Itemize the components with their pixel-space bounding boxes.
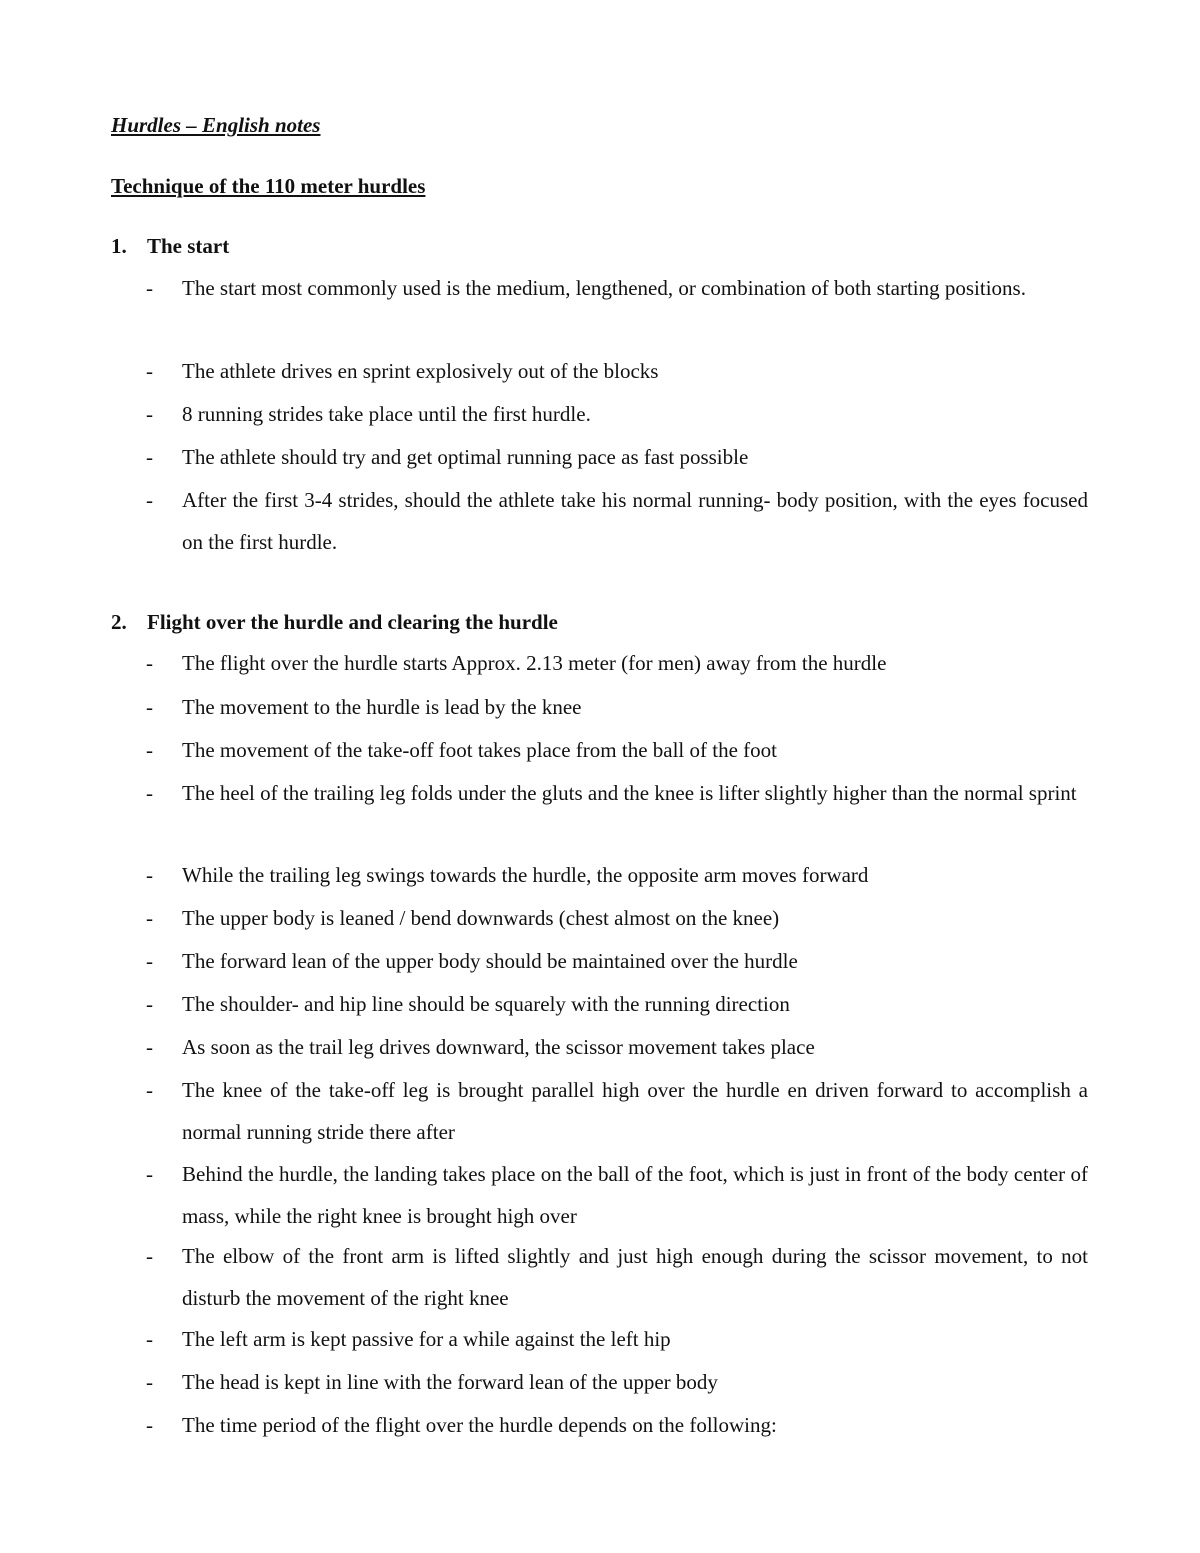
bullet-marker: -: [146, 949, 153, 973]
list-item-text: The flight over the hurdle starts Approx. 2.13 meter (for men) away from the hurdle: [182, 651, 887, 675]
section-number: 2.: [111, 610, 127, 634]
bullet-marker: -: [146, 276, 153, 300]
bullet-marker: -: [146, 1413, 153, 1437]
bullet-marker: -: [146, 781, 153, 805]
bullet-marker: -: [146, 1162, 153, 1186]
list-item: [146, 350, 1088, 392]
list-item: [146, 1318, 1088, 1360]
bullet-marker: -: [146, 1078, 153, 1102]
bullet-marker: -: [146, 651, 153, 675]
list-item: [146, 1153, 1088, 1237]
list-item-text: The heel of the trailing leg folds under the gluts and the knee is lifter slightly higher than the normal sprint: [182, 781, 1077, 805]
section-heading-text: Flight over the hurdle and clearing the hurdle: [147, 610, 558, 634]
bullet-marker: -: [146, 1244, 153, 1268]
list-item-text: The start most commonly used is the medium, lengthened, or combination of both starting positions.: [182, 276, 1026, 300]
list-item-text: 8 running strides take place until the first hurdle.: [182, 402, 591, 426]
bullet-marker: -: [146, 402, 153, 426]
section-number: 1.: [111, 234, 127, 258]
bullet-marker: -: [146, 1035, 153, 1059]
list-item-text: The elbow of the front arm is lifted slightly and just high enough during the scissor movement, to not disturb the movement of the right knee: [182, 1244, 1088, 1310]
list-item-text: The knee of the take-off leg is brought parallel high over the hurdle en driven forward to accomplish a normal running stride there after: [182, 1078, 1088, 1144]
list-item-text: The head is kept in line with the forward lean of the upper body: [182, 1370, 718, 1394]
list-item: [146, 854, 1088, 896]
list-item: [146, 983, 1088, 1025]
list-item: [146, 1235, 1088, 1319]
bullet-marker: -: [146, 445, 153, 469]
list-item-text: As soon as the trail leg drives downward, the scissor movement takes place: [182, 1035, 815, 1059]
list-item-text: The upper body is leaned / bend downwards (chest almost on the knee): [182, 906, 780, 930]
list-item-text: The forward lean of the upper body should be maintained over the hurdle: [182, 949, 798, 973]
list-item-text: While the trailing leg swings towards the hurdle, the opposite arm moves forward: [182, 863, 869, 887]
list-item: [146, 267, 1088, 309]
bullet-marker: -: [146, 1370, 153, 1394]
list-item: [146, 686, 1088, 728]
section-heading-flight: [111, 608, 558, 636]
list-item-text: The left arm is kept passive for a while against the left hip: [182, 1327, 671, 1351]
bullet-marker: -: [146, 695, 153, 719]
list-item: [146, 436, 1088, 478]
list-item: [146, 940, 1088, 982]
list-item: [146, 393, 1088, 435]
list-item: [146, 772, 1088, 814]
list-item-text: The shoulder- and hip line should be squarely with the running direction: [182, 992, 790, 1016]
list-item-text: The movement of the take-off foot takes place from the ball of the foot: [182, 738, 777, 762]
list-item-text: The athlete drives en sprint explosively out of the blocks: [182, 359, 659, 383]
list-item-text: The movement to the hurdle is lead by the knee: [182, 695, 582, 719]
bullet-marker: -: [146, 488, 153, 512]
bullet-marker: -: [146, 738, 153, 762]
list-item: [146, 1026, 1088, 1068]
section-heading-start: [111, 232, 229, 260]
list-item: [146, 479, 1088, 563]
bullet-marker: -: [146, 906, 153, 930]
list-item: [146, 729, 1088, 771]
bullet-marker: -: [146, 992, 153, 1016]
list-item-text: Behind the hurdle, the landing takes place on the ball of the foot, which is just in front of the body center of mass, while the right knee is brought high over: [182, 1162, 1088, 1228]
list-item: [146, 1361, 1088, 1403]
document-title: Hurdles – English notes: [111, 113, 321, 137]
list-item: [146, 1404, 1088, 1446]
section-heading-text: The start: [147, 234, 230, 258]
list-item: [146, 642, 1088, 684]
bullet-marker: -: [146, 1327, 153, 1351]
list-item-text: The time period of the flight over the hurdle depends on the following:: [182, 1413, 777, 1437]
list-item: [146, 897, 1088, 939]
list-item-text: After the first 3-4 strides, should the athlete take his normal running- body position, with the eyes focused on the first hurdle.: [182, 488, 1088, 554]
list-item-text: The athlete should try and get optimal running pace as fast possible: [182, 445, 749, 469]
list-item: [146, 1069, 1088, 1153]
bullet-marker: -: [146, 359, 153, 383]
bullet-marker: -: [146, 863, 153, 887]
document-subtitle: Technique of the 110 meter hurdles: [111, 174, 426, 198]
